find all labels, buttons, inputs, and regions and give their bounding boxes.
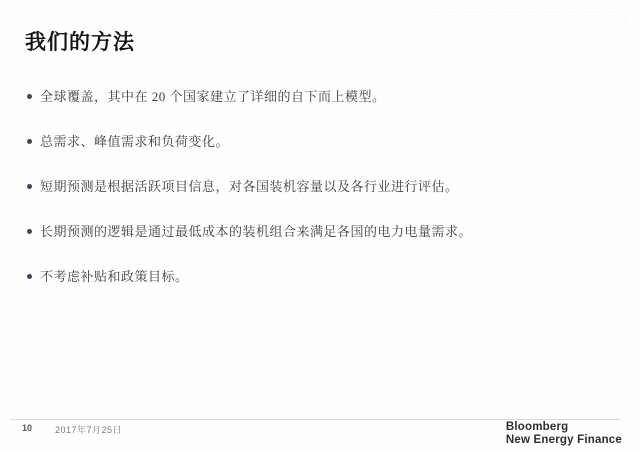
bullet-dot: [27, 184, 32, 189]
bullet-list: [27, 88, 607, 313]
brand-line-bloomberg: Bloomberg: [505, 421, 569, 433]
bullet-text: 短期预测是根据活跃项目信息，对各国装机容量以及各行业进行评估。: [40, 179, 459, 194]
bullet-dot: [27, 229, 32, 234]
footer-divider: [10, 419, 620, 420]
bullet-text: 长期预测的逻辑是通过最低成本的装机组合来满足各国的电力电量需求。: [40, 224, 473, 239]
bullet-item: [27, 268, 607, 313]
page-number: 10: [22, 423, 33, 433]
faint-watermark: [430, 2, 626, 30]
bullet-text: 总需求、峰值需求和负荷变化。: [40, 134, 230, 149]
brand-line-nef: New Energy Finance: [505, 434, 622, 446]
bullet-item: [27, 223, 607, 268]
bullet-text: 不考虑补贴和政策目标。: [40, 269, 189, 284]
bullet-dot: [27, 94, 32, 99]
footer-date: 2017年7月25日: [55, 425, 123, 435]
bloomberg-nef-logo: [506, 421, 622, 447]
bullet-text: 全球覆盖，其中在 20 个国家建立了详细的自下而上模型。: [40, 89, 386, 104]
slide-title: 我们的方法: [25, 31, 135, 54]
bullet-item: [27, 88, 607, 133]
bullet-dot: [27, 139, 32, 144]
bullet-item: [27, 178, 607, 223]
bullet-dot: [27, 274, 32, 279]
bullet-item: [27, 133, 607, 178]
